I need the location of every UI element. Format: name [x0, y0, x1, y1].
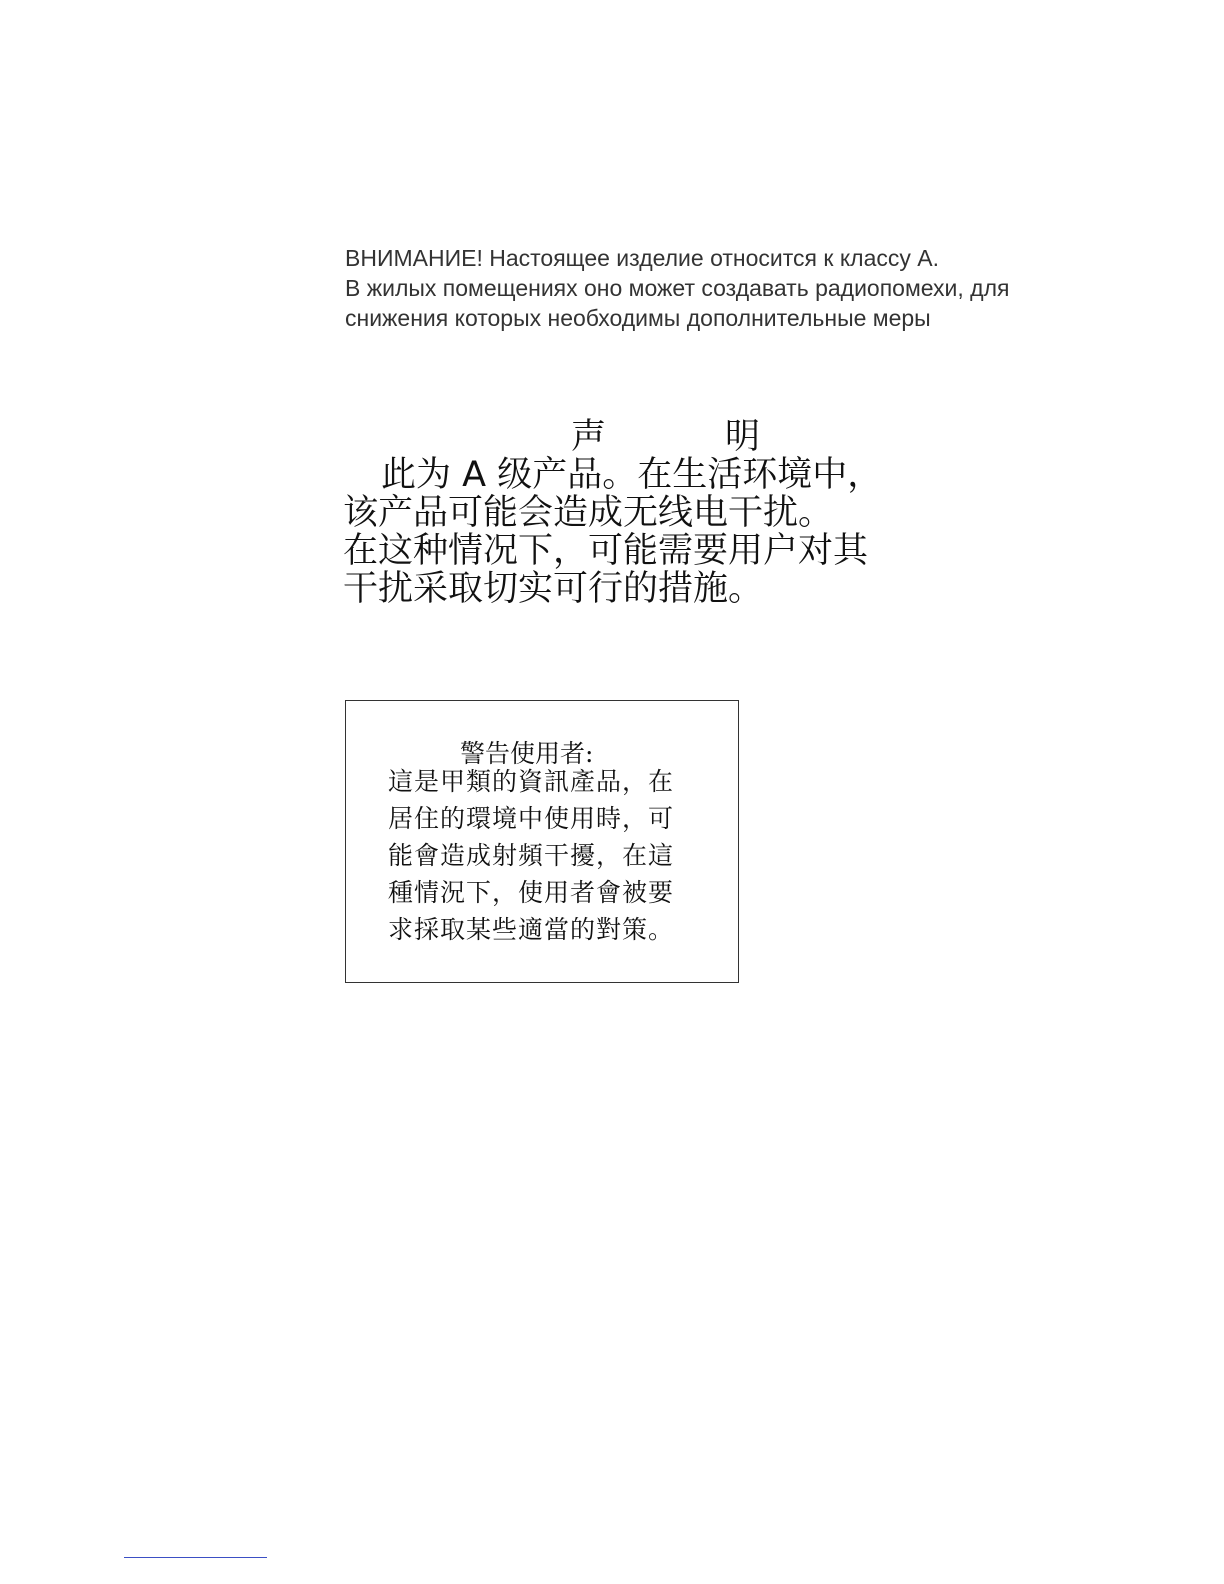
- title-char-1: 声: [571, 417, 607, 457]
- title-char-2: 明: [725, 417, 761, 457]
- russian-notice-line-2: В жилых помещениях оно может создавать радиопомехи, для: [345, 275, 1010, 301]
- traditional-chinese-warning-box: [345, 700, 739, 983]
- simplified-notice-line-1: 此为 A 级产品。在生活环境中，: [381, 455, 883, 495]
- warning-line-1: 這是甲類的資訊產品，在: [388, 767, 675, 796]
- warning-line-5: 求採取某些適當的對策。: [388, 915, 675, 944]
- russian-class-a-notice: [345, 243, 1165, 333]
- simplified-chinese-notice-title: [343, 418, 943, 456]
- warning-box-title: 警告使用者:: [460, 739, 594, 768]
- warning-line-4: 種情況下，使用者會被要: [388, 878, 675, 907]
- russian-notice-line-1: ВНИМАНИЕ! Настоящее изделие относится к классу А.: [345, 245, 939, 271]
- simplified-notice-line-3: 在这种情况下，可能需要用户对其: [343, 531, 869, 571]
- simplified-notice-line-2: 该产品可能会造成无线电干扰。: [343, 493, 834, 533]
- russian-notice-line-3: снижения которых необходимы дополнительные меры: [345, 305, 931, 331]
- warning-line-2: 居住的環境中使用時，可: [388, 804, 675, 833]
- simplified-chinese-notice: [343, 418, 943, 608]
- warning-line-3: 能會造成射頻干擾，在這: [388, 841, 675, 870]
- footnote-divider: [124, 1557, 267, 1558]
- warning-box-body: [388, 763, 708, 948]
- simplified-notice-line-4: 干扰采取切实可行的措施。: [343, 569, 764, 609]
